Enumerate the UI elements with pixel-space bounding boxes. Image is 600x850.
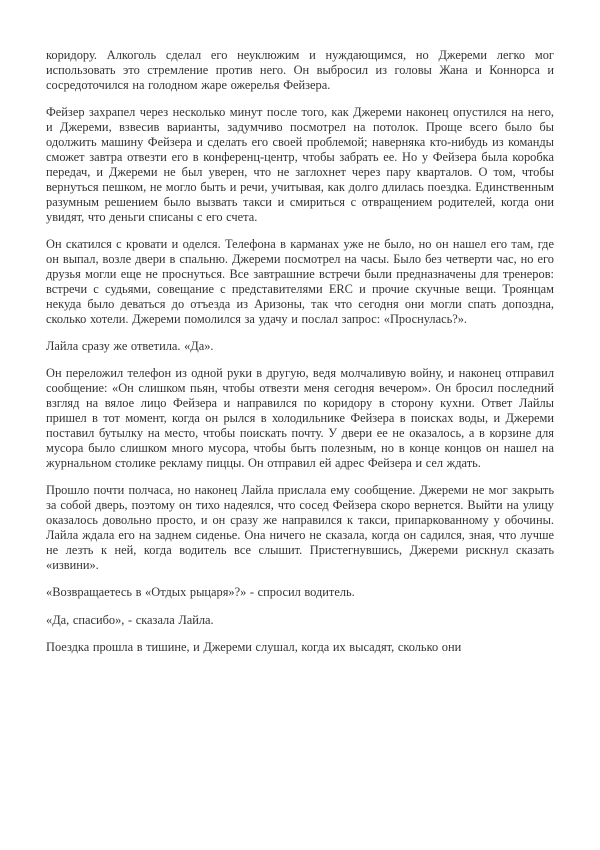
paragraph: «Возвращаетесь в «Отдых рыцаря»?» - спросил водитель.: [46, 585, 355, 600]
paragraph: Поездка прошла в тишине, и Джереми слушал, когда их высадят, сколько они: [46, 639, 462, 654]
paragraph: Он переложил телефон из одной руки в другую, ведя молчаливую войну, и наконец отправил сообщение: «Он слишком пьян, чтобы отвезти меня сегодня вечером». Он бросил последний взгляд на вялое лицо Фейзера и направился по коридору в сторону кухни. Ответ Лайлы пришел в тот момент, когда он рылся в холодильнике Фейзера в поисках воды, и Джереми поставил бутылку на место, чтобы поискать почту. У двери ее не оказалось, а в корзине для мусора было слишком много мусора, чтобы быть полезным, но в конце концов он нашел на журнальном столике рекламу пиццы. Он отправил ей адрес Фейзера и сел ждать.: [46, 366, 554, 470]
paragraph: Он скатился с кровати и оделся. Телефона в карманах уже не было, но он нашел его там, где он выпал, возле двери в спальню. Джереми посмотрел на часы. Было без четверти час, но его друзья могли еще не проснуться. Все завтрашние встречи были предназначены для тренеров: встречи с судьями, совещание с представителями ERC и прочие скучные вещи. Троянцам некуда было деваться до отъезда из Аризоны, так что сегодня они могли спать допоздна, сколько хотели. Джереми помолился за удачу и послал запрос: «Проснулась?».: [46, 236, 554, 326]
paragraph: коридору. Алкоголь сделал его неуклюжим и нуждающимся, но Джереми легко мог использовать это стремление против него. Он выбросил из головы Жана и Коннорса и сосредоточился на голодном жаре ожерелья Фейзера.: [46, 48, 554, 92]
paragraph: Лайла сразу же ответила. «Да».: [46, 338, 214, 353]
paragraph: Фейзер захрапел через несколько минут после того, как Джереми наконец опустился на него, и Джереми, взвесив варианты, задумчиво посмотрел на потолок. Проще всего было бы одолжить машину Фейзера и сделать его своей проблемой; наверняка кто-нибудь из команды сможет завтра отвезти его в конференц-центр, чтобы забрать ее. Но у Фейзера была коробка передач, и Джереми не был уверен, что не заглохнет через пару кварталов. О том, чтобы вернуться пешком, не могло быть и речи, учитывая, как долго длилась поездка. Единственным разумным решением было вызвать такси и смириться с отвращением родителей, когда они увидят, что деньги списаны с его счета.: [46, 105, 554, 224]
paragraph: Прошло почти полчаса, но наконец Лайла прислала ему сообщение. Джереми не мог закрыть за собой дверь, поэтому он тихо надеялся, что сосед Фейзера скоро вернется. Выйти на улицу оказалось довольно просто, и он сразу же направился к такси, припаркованному у обочины. Лайла ждала его на заднем сиденье. Она ничего не сказала, когда он садился, зная, что лучше не лезть к ней, когда водитель все слышит. Пристегнувшись, Джереми рискнул сказать «извини».: [46, 483, 554, 572]
paragraph: «Да, спасибо», - сказала Лайла.: [46, 612, 214, 627]
